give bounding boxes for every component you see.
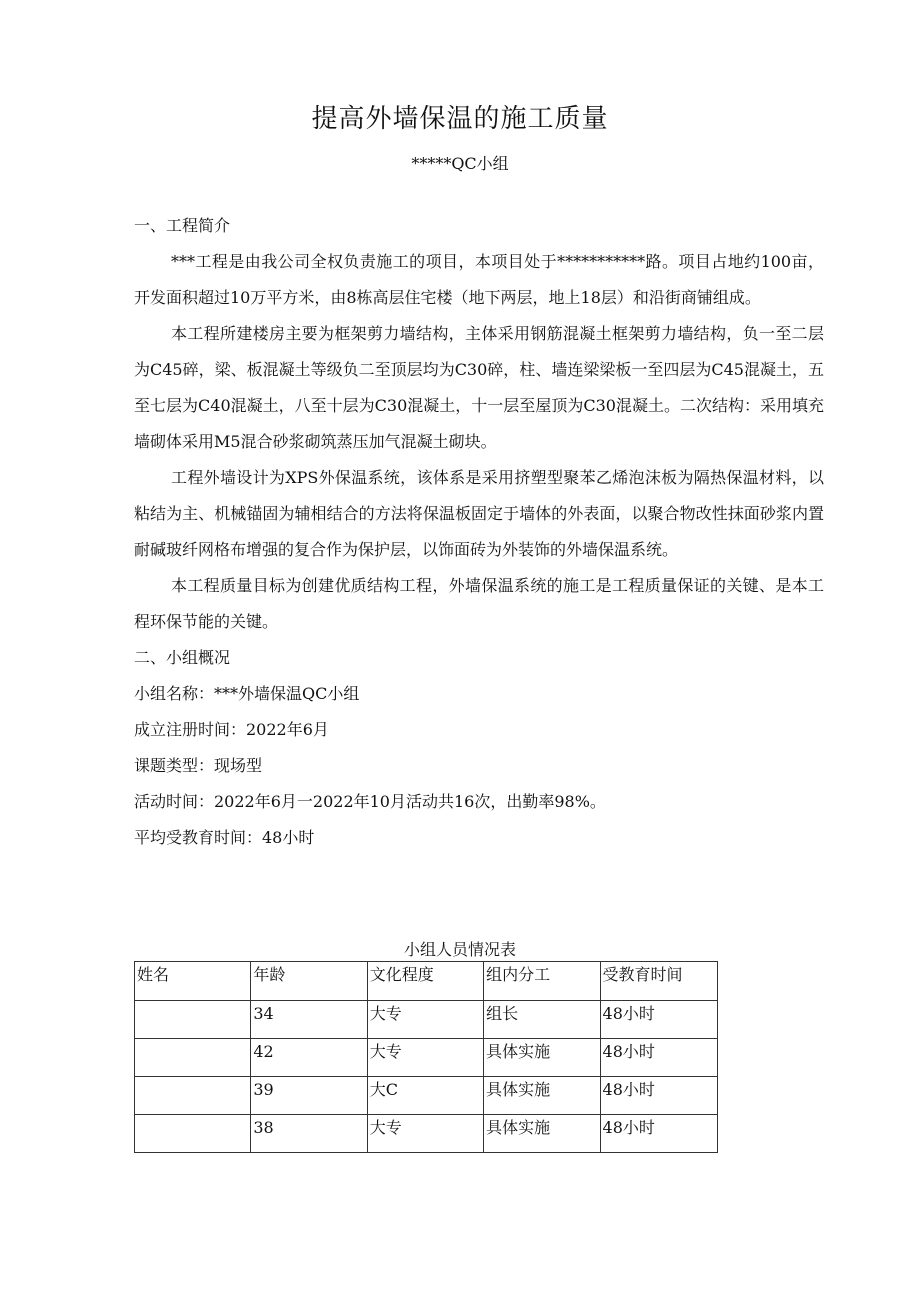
table-header-row	[135, 962, 718, 1001]
cell-name	[135, 1001, 251, 1039]
table-row	[135, 1115, 718, 1153]
cell-training-time: 48小时	[600, 1077, 717, 1115]
cell-role: 具体实施	[484, 1077, 600, 1115]
info-topic-type: 课题类型：现场型	[134, 756, 263, 775]
document-subtitle: *****QC小组	[411, 154, 509, 173]
header-name: 姓名	[135, 962, 251, 1001]
cell-role: 具体实施	[484, 1115, 600, 1153]
cell-age: 38	[251, 1115, 367, 1153]
cell-training-time: 48小时	[600, 1115, 717, 1153]
document-body	[134, 208, 824, 856]
header-age: 年龄	[251, 962, 367, 1001]
header-training-time: 受教育时间	[600, 962, 717, 1001]
table-row	[135, 1039, 718, 1077]
cell-education: 大专	[367, 1115, 483, 1153]
info-registration-date: 成立注册时间：2022年6月	[134, 720, 329, 739]
table-row	[135, 1077, 718, 1115]
paragraph-insulation-system: 工程外墙设计为XPS外保温系统，该体系是采用挤塑型聚苯乙烯泡沫板为隔热保温材料，以粘结为主、机械锚固为辅相结合的方法将保温板固定于墙体的外表面，以聚合物改性抹面砂浆内置耐碱玻纤网格布增强的复合作为保护层，以饰面砖为外装饰的外墙保温系统。	[134, 468, 824, 559]
cell-age: 42	[251, 1039, 367, 1077]
header-role: 组内分工	[484, 962, 600, 1001]
info-activity-period: 活动时间：2022年6月一2022年10月活动共16次，出勤率98%。	[134, 792, 606, 811]
section-heading-project-intro: 一、工程简介	[134, 216, 231, 235]
table-caption: 小组人员情况表	[403, 940, 516, 959]
cell-age: 34	[251, 1001, 367, 1039]
cell-training-time: 48小时	[600, 1001, 717, 1039]
paragraph-quality-goal: 本工程质量目标为创建优质结构工程，外墙保温系统的施工是工程质量保证的关键、是本工程环保节能的关键。	[134, 576, 824, 631]
cell-role: 具体实施	[484, 1039, 600, 1077]
members-table	[134, 961, 718, 1153]
cell-name	[135, 1077, 251, 1115]
table-row	[135, 1001, 718, 1039]
cell-name	[135, 1115, 251, 1153]
section-heading-group-overview: 二、小组概况	[134, 648, 231, 667]
cell-training-time: 48小时	[600, 1039, 717, 1077]
info-group-name: 小组名称：***外墙保温QC小组	[134, 684, 360, 703]
cell-education: 大专	[367, 1039, 483, 1077]
cell-age: 39	[251, 1077, 367, 1115]
cell-education: 大专	[367, 1001, 483, 1039]
paragraph-structure: 本工程所建楼房主要为框架剪力墙结构，主体采用钢筋混凝土框架剪力墙结构，负一至二层为C45碎，梁、板混凝土等级负二至顶层均为C30碎，柱、墙连梁梁板一至四层为C45混凝土，五至七层为C40混凝土，八至十层为C30混凝土，十一层至屋顶为C30混凝土。二次结构：采用填充墙砌体采用M5混合砂浆砌筑蒸压加气混凝土砌块。	[134, 324, 824, 451]
cell-role: 组长	[484, 1001, 600, 1039]
cell-education: 大C	[367, 1077, 483, 1115]
cell-name	[135, 1039, 251, 1077]
paragraph-project-overview: ***工程是由我公司全权负责施工的项目，本项目处于***********路。项目占地约100亩，开发面积超过10万平方米，由8栋高层住宅楼（地下两层，地上18层）和沿街商铺组成。	[134, 252, 824, 307]
info-education-time: 平均受教育时间：48小时	[134, 828, 315, 847]
header-education: 文化程度	[367, 962, 483, 1001]
document-title: 提高外墙保温的施工质量	[311, 104, 609, 134]
